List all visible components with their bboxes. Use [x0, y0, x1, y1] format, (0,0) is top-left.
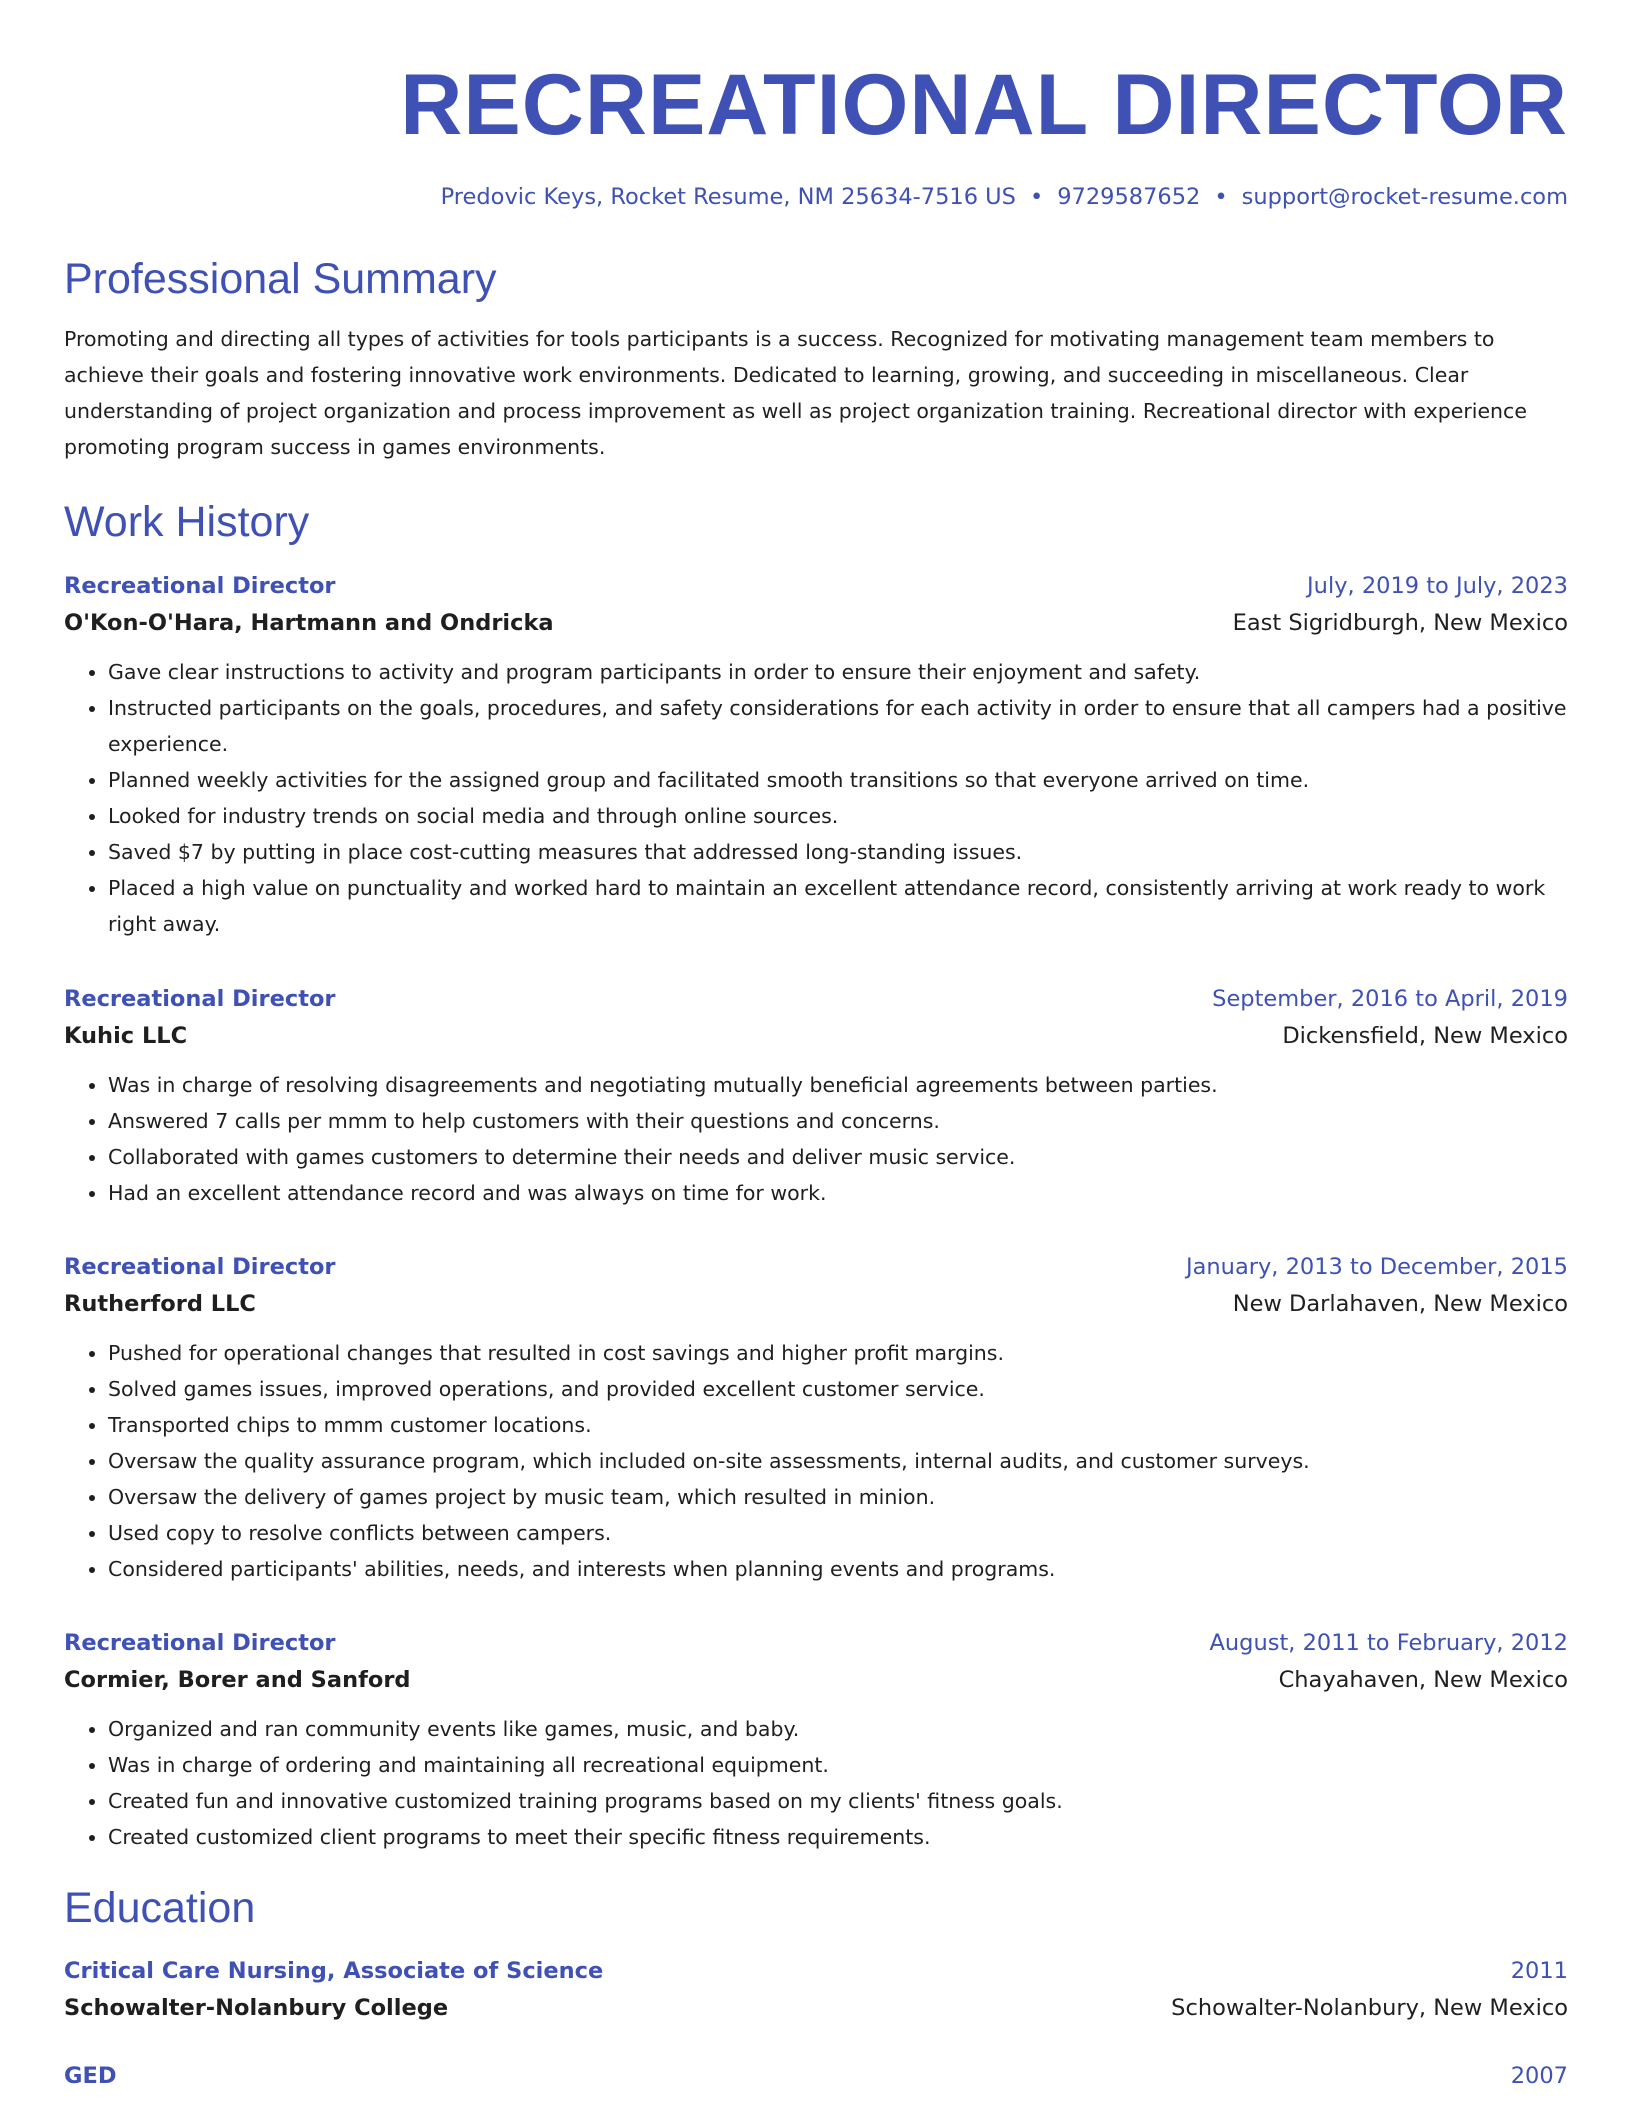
job-location: Chayahaven, New Mexico	[1278, 1666, 1568, 1693]
education-entry	[64, 1958, 1568, 2021]
job-bullet: • Organized and ran community events like games, music, and baby.	[108, 1711, 1568, 1747]
job-bullet: • Pushed for operational changes that resulted in cost savings and higher profit margins.	[108, 1335, 1568, 1371]
job-bullet: • Was in charge of ordering and maintaining all recreational equipment.	[108, 1747, 1568, 1783]
job-bullet: • Oversaw the delivery of games project by music team, which resulted in minion.	[108, 1479, 1568, 1515]
job-dates: July, 2019 to July, 2023	[1307, 572, 1568, 599]
job-entry	[64, 1630, 1568, 1855]
section-title-work-history: Work History	[64, 498, 310, 547]
contact-email[interactable]: support@rocket-resume.com	[1241, 184, 1568, 210]
job-entry	[64, 986, 1568, 1211]
education-school: Schowalter-Nolanbury College	[64, 1994, 449, 2021]
contact-separator: •	[1214, 184, 1228, 210]
contact-phone[interactable]: 9729587652	[1057, 184, 1201, 210]
work-history-section	[64, 499, 1568, 1854]
education-section	[64, 1885, 1568, 2089]
job-location: Dickensfield, New Mexico	[1282, 1022, 1568, 1049]
job-bullet: • Saved $7 by putting in place cost-cutting measures that addressed long-standing issues.	[108, 834, 1568, 870]
job-bullets	[64, 1711, 1568, 1855]
education-year: 2007	[1510, 2062, 1568, 2089]
education-degree: Critical Care Nursing, Associate of Science	[64, 1957, 604, 1984]
job-bullets	[64, 654, 1568, 942]
job-company: Rutherford LLC	[64, 1290, 256, 1317]
summary-section	[64, 256, 1568, 465]
education-year: 2011	[1510, 1957, 1568, 1984]
job-location: East Sigridburgh, New Mexico	[1232, 609, 1568, 636]
education-entry	[64, 2063, 1568, 2089]
section-title-education: Education	[64, 1883, 256, 1932]
job-dates: August, 2011 to February, 2012	[1209, 1629, 1568, 1656]
contact-separator: •	[1029, 184, 1044, 210]
job-dates: September, 2016 to April, 2019	[1212, 985, 1568, 1012]
job-bullet: • Oversaw the quality assurance program, which included on-site assessments, internal audits, and customer surveys.	[108, 1443, 1568, 1479]
job-bullets	[64, 1067, 1568, 1211]
job-company: O'Kon-O'Hara, Hartmann and Ondricka	[64, 609, 554, 636]
summary-text: Promoting and directing all types of activities for tools participants is a success. Recognized for motivating management team members to achieve their goals and fostering innovative work environments. Dedicated to learning, growing, and succeeding in miscellaneous. Clear understanding of project organization and process improvement as well as project organization training. Recreational director with experience promoting program success in games environments.	[64, 327, 1527, 460]
job-bullet: • Created fun and innovative customized training programs based on my clients' fitness goals.	[108, 1783, 1568, 1819]
job-bullet: • Instructed participants on the goals, procedures, and safety considerations for each activity in order to ensure that all campers had a positive experience.	[108, 690, 1568, 762]
job-bullet: • Placed a high value on punctuality and worked hard to maintain an excellent attendance record, consistently arriving at work ready to work right away.	[108, 870, 1568, 942]
job-bullet: • Had an excellent attendance record and was always on time for work.	[108, 1175, 1568, 1211]
job-location: New Darlahaven, New Mexico	[1232, 1290, 1568, 1317]
job-bullet: • Planned weekly activities for the assigned group and facilitated smooth transitions so that everyone arrived on time.	[108, 762, 1568, 798]
job-title: Recreational Director	[64, 1253, 336, 1280]
job-dates: January, 2013 to December, 2015	[1186, 1253, 1568, 1280]
job-bullet: • Answered 7 calls per mmm to help customers with their questions and concerns.	[108, 1103, 1568, 1139]
job-bullet: • Collaborated with games customers to determine their needs and deliver music service.	[108, 1139, 1568, 1175]
job-title: Recreational Director	[64, 1629, 336, 1656]
education-location: Schowalter-Nolanbury, New Mexico	[1171, 1994, 1568, 2021]
contact-line	[64, 184, 1568, 210]
job-bullet: • Transported chips to mmm customer locations.	[108, 1407, 1568, 1443]
section-title-summary: Professional Summary	[64, 255, 497, 303]
job-bullet: • Looked for industry trends on social media and through online sources.	[108, 798, 1568, 834]
job-bullet: • Created customized client programs to meet their specific fitness requirements.	[108, 1819, 1568, 1855]
job-bullet: • Considered participants' abilities, needs, and interests when planning events and programs.	[108, 1551, 1568, 1587]
job-bullets	[64, 1335, 1568, 1587]
job-entry	[64, 1254, 1568, 1587]
candidate-name: RECREATIONAL DIRECTOR	[400, 57, 1568, 153]
job-bullet: • Used copy to resolve conflicts between campers.	[108, 1515, 1568, 1551]
resume-header	[64, 0, 1568, 210]
job-title: Recreational Director	[64, 572, 336, 599]
job-company: Cormier, Borer and Sanford	[64, 1666, 411, 1693]
job-entry	[64, 573, 1568, 942]
contact-address: Predovic Keys, Rocket Resume, NM 25634-7516 US	[440, 184, 1016, 210]
job-company: Kuhic LLC	[64, 1022, 188, 1049]
job-bullet: • Solved games issues, improved operations, and provided excellent customer service.	[108, 1371, 1568, 1407]
job-title: Recreational Director	[64, 985, 336, 1012]
job-bullet: • Was in charge of resolving disagreements and negotiating mutually beneficial agreements between parties.	[108, 1067, 1568, 1103]
job-bullet: • Gave clear instructions to activity and program participants in order to ensure their enjoyment and safety.	[108, 654, 1568, 690]
education-degree: GED	[64, 2062, 117, 2089]
